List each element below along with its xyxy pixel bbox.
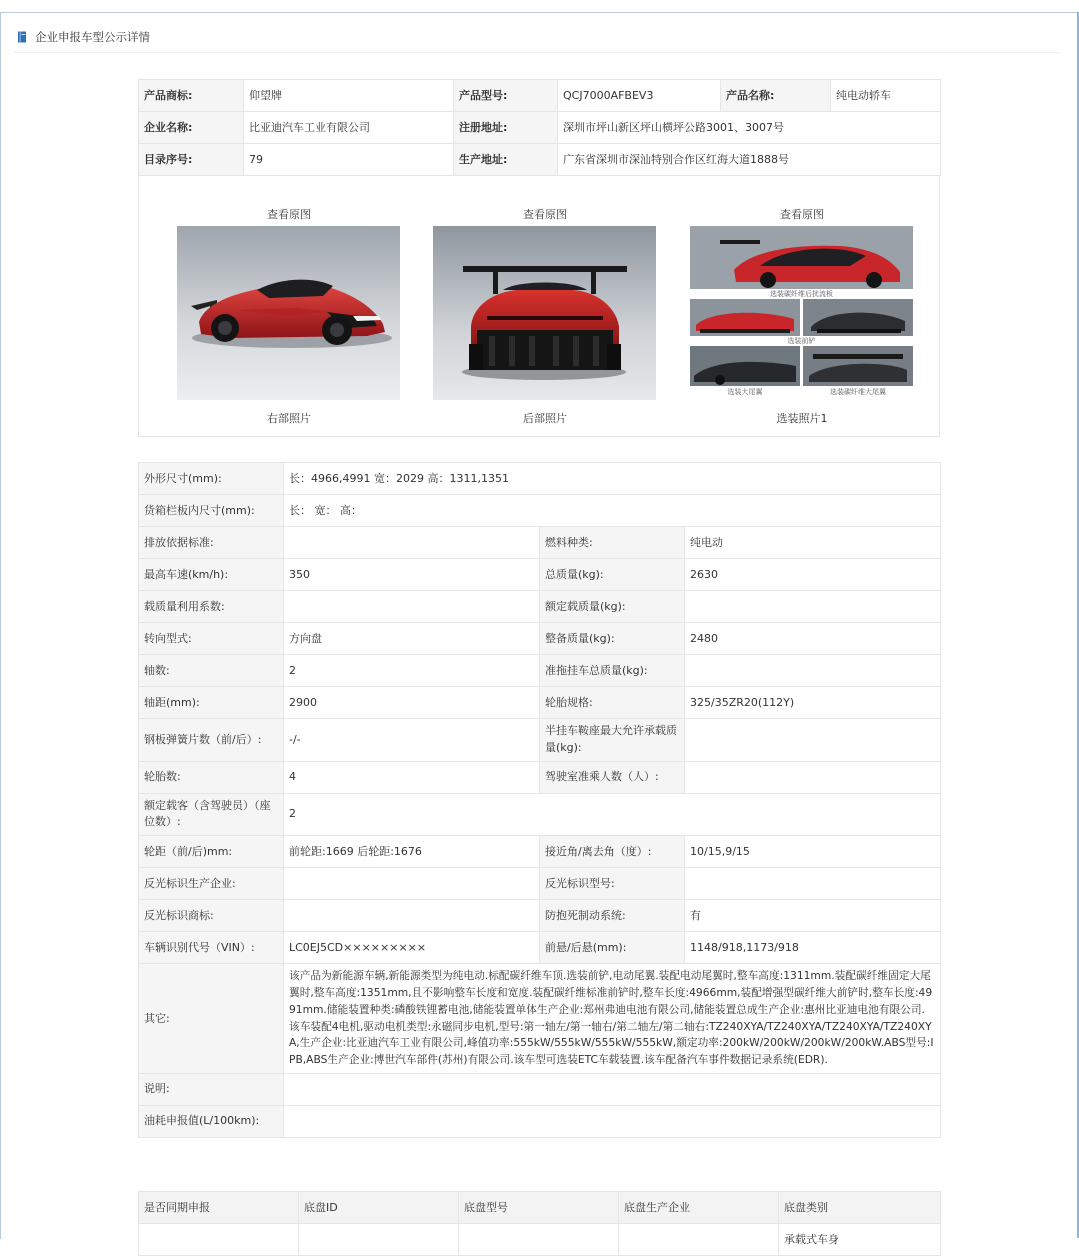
table-cell bbox=[139, 1224, 299, 1256]
tire-count-label: 轮胎数: bbox=[139, 761, 284, 793]
view-original-link[interactable]: 查看原图 bbox=[523, 208, 567, 221]
steering-value: 方向盘 bbox=[284, 623, 540, 655]
page-header bbox=[17, 29, 150, 45]
table-row bbox=[139, 80, 941, 112]
cargo-dim-label: 货箱栏板内尺寸(mm): bbox=[139, 495, 284, 527]
emission-value bbox=[284, 527, 540, 559]
photo-panel bbox=[138, 175, 940, 437]
trailer-mass-value bbox=[685, 655, 941, 687]
reflector-brand-value bbox=[284, 900, 540, 932]
dimensions-value: 长：4966,4991 宽：2029 高：1311,1351 bbox=[284, 463, 941, 495]
cargo-dim-value: 长： 宽： 高： bbox=[284, 495, 941, 527]
prod-address-label: 生产地址: bbox=[454, 144, 558, 176]
photo-option-1 bbox=[690, 175, 914, 436]
column-header: 是否同期申报 bbox=[139, 1192, 299, 1224]
table-row bbox=[139, 1224, 941, 1256]
emission-label: 排放依据标准: bbox=[139, 527, 284, 559]
other-label: 其它: bbox=[139, 964, 284, 1074]
chassis-table bbox=[138, 1191, 941, 1256]
vin-value: LC0EJ5CD××××××××× bbox=[284, 932, 540, 964]
overhang-label: 前悬/后悬(mm): bbox=[540, 932, 685, 964]
table-row bbox=[139, 761, 941, 793]
max-speed-value: 350 bbox=[284, 559, 540, 591]
collage-image bbox=[690, 346, 800, 386]
product-name-value: 纯电动轿车 bbox=[831, 80, 941, 112]
overhang-value: 1148/918,1173/918 bbox=[685, 932, 941, 964]
total-mass-label: 总质量(kg): bbox=[540, 559, 685, 591]
dimensions-label: 外形尺寸(mm): bbox=[139, 463, 284, 495]
tire-spec-label: 轮胎规格: bbox=[540, 687, 685, 719]
table-row bbox=[139, 1073, 941, 1105]
collage-tag: 选装碳纤维大尾翼 bbox=[830, 388, 886, 396]
table-row bbox=[139, 655, 941, 687]
table-row bbox=[139, 932, 941, 964]
table-row bbox=[139, 836, 941, 868]
approach-angle-value: 10/15,9/15 bbox=[685, 836, 941, 868]
axles-value: 2 bbox=[284, 655, 540, 687]
photo-caption: 选装照片1 bbox=[776, 412, 828, 425]
brand-label: 产品商标: bbox=[139, 80, 244, 112]
table-row bbox=[139, 793, 941, 836]
photo-caption: 后部照片 bbox=[523, 412, 567, 425]
reflector-brand-label: 反光标识商标: bbox=[139, 900, 284, 932]
abs-label: 防抱死制动系统: bbox=[540, 900, 685, 932]
photo-right-side bbox=[177, 175, 401, 436]
wheelbase-value: 2900 bbox=[284, 687, 540, 719]
axles-label: 轴数: bbox=[139, 655, 284, 687]
curb-mass-value: 2480 bbox=[685, 623, 941, 655]
product-name-label: 产品名称: bbox=[721, 80, 831, 112]
table-row bbox=[139, 900, 941, 932]
reg-address-value: 深圳市坪山新区坪山横坪公路3001、3007号 bbox=[558, 112, 941, 144]
catalog-value: 79 bbox=[244, 144, 454, 176]
fuel-type-label: 燃料种类: bbox=[540, 527, 685, 559]
view-original-link[interactable]: 查看原图 bbox=[267, 208, 311, 221]
approach-angle-label: 接近角/离去角（度）: bbox=[540, 836, 685, 868]
table-row bbox=[139, 964, 941, 1074]
column-header: 底盘ID bbox=[299, 1192, 459, 1224]
reflector-model-label: 反光标识型号: bbox=[540, 868, 685, 900]
tire-count-value: 4 bbox=[284, 761, 540, 793]
load-coef-value bbox=[284, 591, 540, 623]
collage-image bbox=[690, 299, 800, 336]
rated-seats-value: 2 bbox=[284, 793, 941, 836]
basic-info-table bbox=[138, 79, 941, 176]
column-header: 底盘生产企业 bbox=[619, 1192, 779, 1224]
rated-seats-label: 额定载客（含驾驶员）（座位数）: bbox=[139, 793, 284, 836]
car-option-collage-photo[interactable] bbox=[690, 226, 913, 400]
model-value: QCJ7000AFBEV3 bbox=[558, 80, 721, 112]
model-label: 产品型号: bbox=[454, 80, 558, 112]
car-rear-photo[interactable] bbox=[433, 226, 656, 400]
collage-top-image bbox=[690, 226, 913, 289]
semi-trailer-value bbox=[685, 719, 941, 762]
view-original-link[interactable]: 查看原图 bbox=[780, 208, 824, 221]
table-row bbox=[139, 623, 941, 655]
cab-seats-value bbox=[685, 761, 941, 793]
collage-tag: 选装碳纤维后扰流板 bbox=[770, 290, 833, 298]
table-row bbox=[139, 591, 941, 623]
table-row bbox=[139, 144, 941, 176]
vin-label: 车辆识别代号（VIN）: bbox=[139, 932, 284, 964]
photo-caption: 右部照片 bbox=[267, 412, 311, 425]
prod-address-value: 广东省深圳市深汕特别合作区红海大道1888号 bbox=[558, 144, 941, 176]
table-row bbox=[139, 1105, 941, 1137]
spec-table bbox=[138, 462, 941, 1138]
fuel-type-value: 纯电动 bbox=[685, 527, 941, 559]
table-row bbox=[139, 559, 941, 591]
column-header: 底盘型号 bbox=[459, 1192, 619, 1224]
rated-load-value bbox=[685, 591, 941, 623]
company-label: 企业名称: bbox=[139, 112, 244, 144]
table-row bbox=[139, 868, 941, 900]
photo-rear bbox=[433, 175, 657, 436]
curb-mass-label: 整备质量(kg): bbox=[540, 623, 685, 655]
table-cell: 承载式车身 bbox=[779, 1224, 941, 1256]
car-right-side-photo[interactable] bbox=[177, 226, 400, 400]
collage-image bbox=[803, 346, 913, 386]
table-row bbox=[139, 687, 941, 719]
total-mass-value: 2630 bbox=[685, 559, 941, 591]
spring-label: 钢板弹簧片数（前/后）: bbox=[139, 719, 284, 762]
trailer-mass-label: 准拖挂车总质量(kg): bbox=[540, 655, 685, 687]
reflector-maker-label: 反光标识生产企业: bbox=[139, 868, 284, 900]
table-row bbox=[139, 463, 941, 495]
brand-value: 仰望牌 bbox=[244, 80, 454, 112]
track-label: 轮距（前/后)mm: bbox=[139, 836, 284, 868]
collage-tag: 选装前铲 bbox=[787, 337, 816, 345]
wheelbase-label: 轴距(mm): bbox=[139, 687, 284, 719]
track-value: 前轮距:1669 后轮距:1676 bbox=[284, 836, 540, 868]
company-value: 比亚迪汽车工业有限公司 bbox=[244, 112, 454, 144]
table-row bbox=[139, 495, 941, 527]
other-value: 该产品为新能源车辆,新能源类型为纯电动.标配碳纤维车顶.选装前铲,电动尾翼.装配电动尾翼时,整车高度:1311mm.装配碳纤维固定大尾翼时,整车高度:1351mm,且不影响整车长度和宽度.装配碳纤维标准前铲时,整车长度:4966mm,装配增强型碳纤维大前铲时,整车长度:4991mm.储能装置种类:磷酸铁锂蓄电池,储能装置单体生产企业:郑州弗迪电池有限公司,储能装置总成生产企业:惠州比亚迪电池有限公司.该车装配4电机,驱动电机类型:永磁同步电机,型号:第一轴左/第一轴右/第二轴左/第二轴右:TZ240XYA/TZ240XYA/TZ240XYA/TZ240XYA,生产企业:比亚迪汽车工业有限公司,峰值功率:555kW/555kW/555kW/555kW,额定功率:200kW/200kW/200kW/200kW.ABS型号:IPB,ABS生产企业:博世汽车部件(苏州)有限公司.该车型可选装ETC车载装置.该车配备汽车事件数据记录系统(EDR). bbox=[284, 964, 941, 1074]
table-row bbox=[139, 527, 941, 559]
tire-spec-value: 325/35ZR20(112Y) bbox=[685, 687, 941, 719]
cab-seats-label: 驾驶室准乘人数（人）: bbox=[540, 761, 685, 793]
note-value bbox=[284, 1073, 941, 1105]
table-header-row bbox=[139, 1192, 941, 1224]
load-coef-label: 载质量利用系数: bbox=[139, 591, 284, 623]
table-cell bbox=[619, 1224, 779, 1256]
steering-label: 转向型式: bbox=[139, 623, 284, 655]
max-speed-label: 最高车速(km/h): bbox=[139, 559, 284, 591]
table-cell bbox=[459, 1224, 619, 1256]
note-label: 说明: bbox=[139, 1073, 284, 1105]
book-icon bbox=[17, 31, 27, 43]
catalog-label: 目录序号: bbox=[139, 144, 244, 176]
collage-image bbox=[803, 299, 913, 336]
reg-address-label: 注册地址: bbox=[454, 112, 558, 144]
table-cell bbox=[299, 1224, 459, 1256]
spring-value: -/- bbox=[284, 719, 540, 762]
fuel-consumption-value bbox=[284, 1105, 941, 1137]
reflector-maker-value bbox=[284, 868, 540, 900]
page-title: 企业申报车型公示详情 bbox=[35, 30, 150, 44]
header-divider bbox=[14, 52, 1060, 53]
collage-tag: 选装大尾翼 bbox=[727, 388, 763, 396]
reflector-model-value bbox=[685, 868, 941, 900]
table-row bbox=[139, 719, 941, 762]
semi-trailer-label: 半挂车鞍座最大允许承载质量(kg): bbox=[540, 719, 685, 762]
table-row bbox=[139, 112, 941, 144]
fuel-consumption-label: 油耗申报值(L/100km): bbox=[139, 1105, 284, 1137]
rated-load-label: 额定载质量(kg): bbox=[540, 591, 685, 623]
abs-value: 有 bbox=[685, 900, 941, 932]
column-header: 底盘类别 bbox=[779, 1192, 941, 1224]
